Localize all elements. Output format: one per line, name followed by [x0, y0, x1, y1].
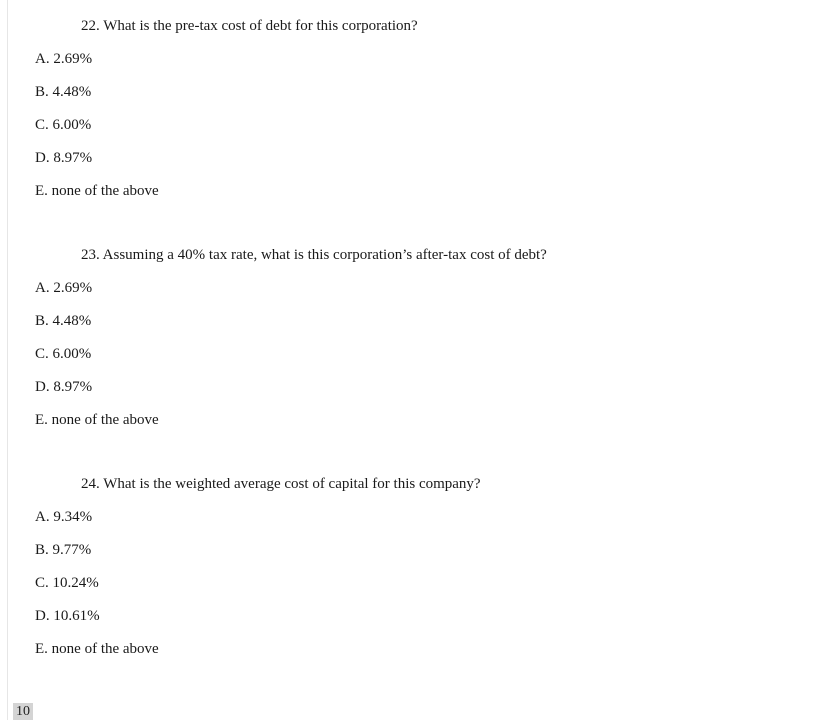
- answer-option-b: B. 4.48%: [35, 84, 92, 100]
- answer-option-d: D. 8.97%: [35, 150, 93, 166]
- answer-option-c: C. 6.00%: [35, 346, 92, 362]
- answer-option-e: E. none of the above: [35, 641, 159, 657]
- question-text: 24. What is the weighted average cost of capital for this company?: [81, 476, 481, 492]
- answer-option-e: E. none of the above: [35, 183, 159, 199]
- answer-option-b: B. 4.48%: [35, 313, 92, 329]
- answer-option-a: A. 2.69%: [35, 280, 93, 296]
- answer-option-d: D. 10.61%: [35, 608, 100, 624]
- answer-option-a: A. 2.69%: [35, 51, 93, 67]
- answer-option-e: E. none of the above: [35, 412, 159, 428]
- answer-option-d: D. 8.97%: [35, 379, 93, 395]
- answer-option-c: C. 6.00%: [35, 117, 92, 133]
- question-text: 22. What is the pre-tax cost of debt for this corporation?: [81, 18, 418, 34]
- answer-option-b: B. 9.77%: [35, 542, 92, 558]
- page-number: 10: [13, 703, 33, 720]
- question-text: 23. Assuming a 40% tax rate, what is this corporation’s after-tax cost of debt?: [81, 247, 547, 263]
- answer-option-c: C. 10.24%: [35, 575, 99, 591]
- answer-option-a: A. 9.34%: [35, 509, 93, 525]
- margin-rule: [7, 0, 8, 720]
